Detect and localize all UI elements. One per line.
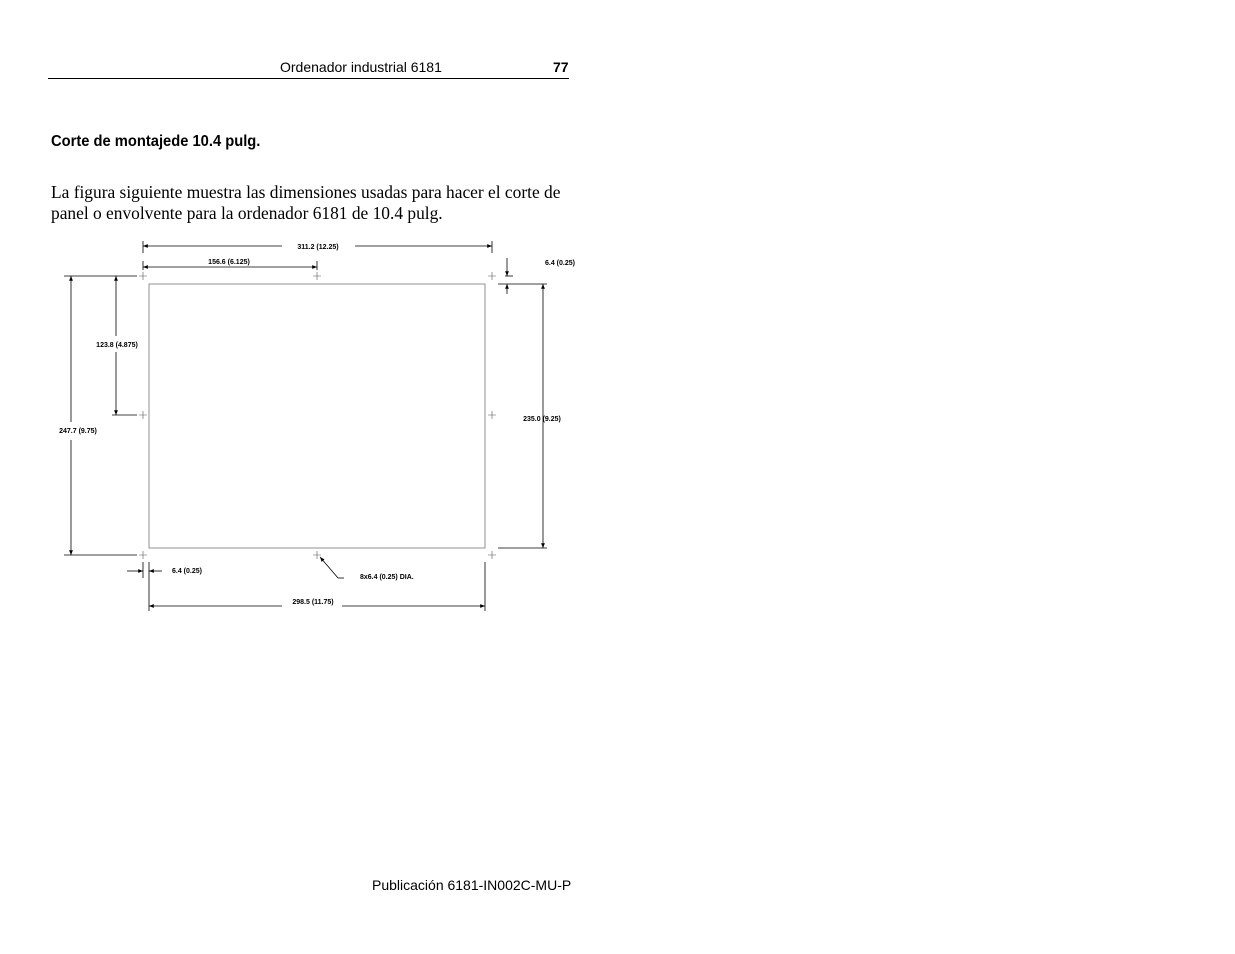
footer-publication: Publicación 6181-IN002C-MU-P [372,877,572,893]
label-left-offset: 6.4 (0.25) [172,568,202,575]
label-half-width: 156.6 (6.125) [208,259,250,266]
label-overall-width: 311.2 (12.25) [297,244,339,251]
label-cutout-height: 235.0 (9.25) [523,416,561,423]
label-cutout-width: 298.5 (11.75) [292,599,334,606]
mounting-holes [139,272,496,559]
page-number: 77 [553,59,569,75]
section-title: Corte de montajede 10.4 pulg. [51,133,261,150]
label-hole-callout: 8x6.4 (0.25) DIA. [360,574,414,581]
label-overall-height: 247.7 (9.75) [59,428,97,435]
header-title: Ordenador industrial 6181 [280,59,442,75]
body-line: panel o envolvente para la ordenador 6181 de 10.4 pulg. [51,203,443,223]
cutout-outline [149,284,485,548]
label-top-offset: 6.4 (0.25) [545,260,575,267]
label-half-height: 123.8 (4.875) [96,342,138,349]
body-line: La figura siguiente muestra las dimensiones usadas para hacer el corte de [51,182,561,202]
